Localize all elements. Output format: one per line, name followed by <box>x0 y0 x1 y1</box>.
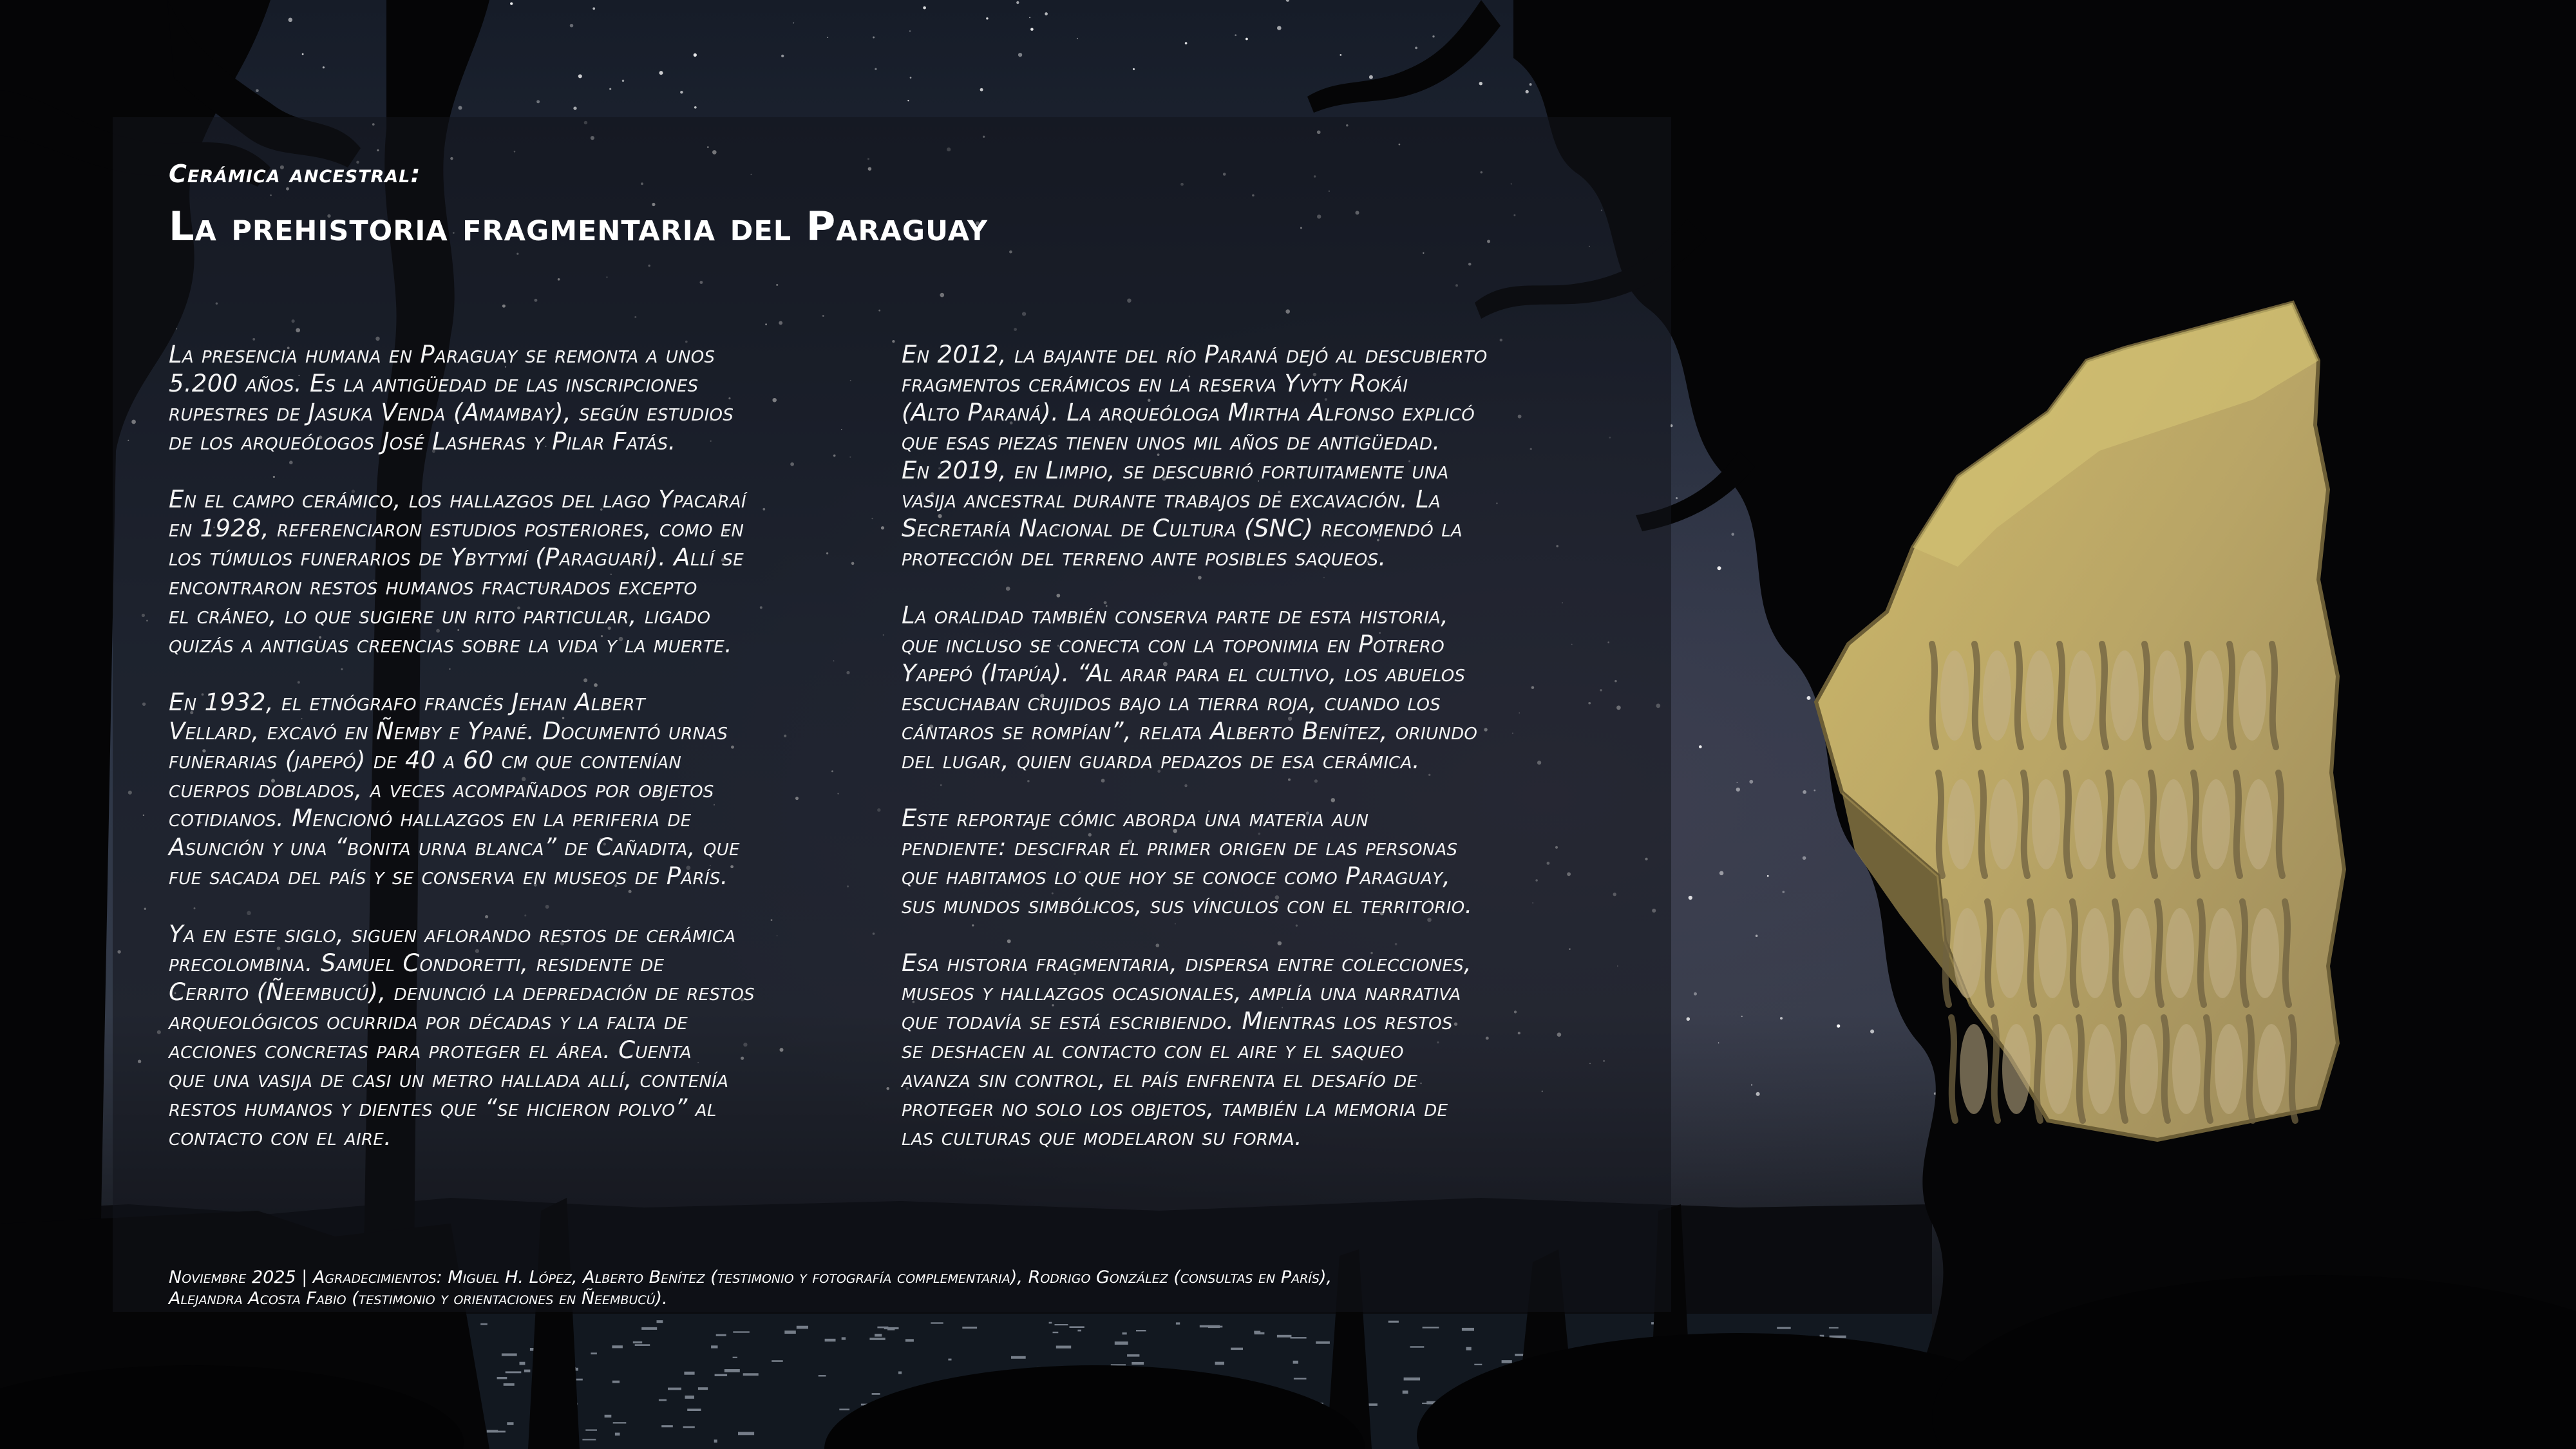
star <box>781 55 784 57</box>
star <box>609 88 611 90</box>
paragraph: La presencia humana en Paraguay se remonta a unos 5.200 años. Es la antigüedad de las inscripciones rupestres de Jasuka Venda (Amambay), según estudios de los arqueólogos José Lasheras y Pilar Fatás. <box>169 341 734 455</box>
shard-impression <box>2087 1024 2116 1114</box>
water-ripple <box>797 1326 808 1329</box>
water-ripple <box>1208 1325 1220 1328</box>
star <box>510 3 513 5</box>
star <box>1030 28 1034 31</box>
water-ripple <box>605 1415 612 1417</box>
water-ripple <box>1410 1346 1425 1347</box>
shard-ridge <box>2115 902 2119 1005</box>
shard-ridge <box>1932 644 1936 747</box>
star <box>980 88 983 91</box>
shard-ridge <box>2036 1018 2040 1121</box>
water-ripple <box>716 1334 726 1336</box>
page-title: La prehistoria fragmentaria del Paraguay <box>169 203 988 250</box>
water-ripple <box>576 1379 583 1381</box>
water-ripple <box>743 1373 759 1376</box>
star <box>323 66 325 68</box>
water-ripple <box>869 1338 885 1340</box>
shard-ridge <box>2236 773 2240 876</box>
shard-impression <box>2068 650 2096 741</box>
left-column <box>169 340 871 1180</box>
shard-ridge <box>2285 902 2289 1005</box>
water-ripple <box>1011 1356 1026 1359</box>
star <box>1340 54 1341 56</box>
star <box>289 18 293 23</box>
star <box>1736 788 1740 791</box>
shard-impression <box>2117 779 2145 869</box>
shard-impression <box>2257 1024 2286 1114</box>
shard-ridge <box>2157 902 2161 1005</box>
water-ripple <box>507 1422 513 1425</box>
water-ripple <box>1423 1327 1439 1329</box>
star <box>1807 696 1811 700</box>
shard-ridge <box>2060 644 2063 747</box>
right-column <box>902 340 1616 1180</box>
star <box>1676 497 1678 499</box>
star <box>622 80 624 82</box>
shard-impression <box>2238 650 2266 741</box>
water-ripple <box>1277 1335 1292 1338</box>
water-ripple <box>480 1323 488 1325</box>
shard-impression <box>2195 650 2224 741</box>
water-ripple <box>842 1337 846 1340</box>
star <box>1736 782 1738 783</box>
water-ripple <box>1049 1322 1052 1324</box>
water-ripple <box>772 1360 783 1362</box>
water-ripple <box>487 1430 498 1432</box>
star <box>1717 566 1721 570</box>
star <box>910 77 912 79</box>
star <box>570 24 573 27</box>
star <box>1415 47 1417 50</box>
water-ripple <box>1055 1324 1068 1325</box>
paragraph: En el campo cerámico, los hallazgos del lago Ypacaraí en 1928, referenciaron estudios posteriores, como en los túmulos funerarios de Ybytymí (Paraguarí). Allí se encontraron restos humanos fracturados excepto el cráneo, lo que sugiere un rito particular, ligado quizás a antiguas creencias sobre la vida y la muerte. <box>169 486 746 658</box>
water-ripple <box>687 1408 701 1411</box>
shard-ridge <box>2272 644 2276 747</box>
water-ripple <box>839 1408 849 1410</box>
shard-ridge <box>2108 773 2112 876</box>
water-ripple <box>733 1357 737 1358</box>
water-ripple <box>711 1345 717 1348</box>
star <box>256 89 259 92</box>
star <box>1751 1084 1752 1086</box>
shard-ridge <box>2066 773 2070 876</box>
star <box>1277 26 1282 30</box>
water-ripple <box>582 1439 596 1441</box>
water-ripple <box>1403 1390 1408 1394</box>
water-ripple <box>1255 1332 1265 1335</box>
star <box>1185 42 1188 44</box>
shard-ridge <box>2121 1018 2125 1121</box>
shard-ridge <box>2017 644 2021 747</box>
star <box>1756 934 1758 937</box>
star <box>1718 1043 1719 1044</box>
water-ripple <box>1829 1327 1839 1329</box>
star <box>1018 53 1022 57</box>
water-ripple <box>898 1372 902 1374</box>
star <box>680 91 683 94</box>
water-ripple <box>506 1371 522 1373</box>
shard-ridge <box>2206 1018 2210 1121</box>
water-ripple <box>1111 1364 1126 1365</box>
shard-impression <box>2110 650 2139 741</box>
water-ripple <box>698 1387 708 1390</box>
shard-ridge <box>2278 773 2282 876</box>
water-ripple <box>633 1341 642 1343</box>
star <box>578 74 582 78</box>
shard-ridge <box>1945 902 1949 1005</box>
water-ripple <box>520 1362 526 1365</box>
water-ripple <box>635 1344 650 1346</box>
shard-impression <box>2244 779 2273 869</box>
paragraph: Ya en este siglo, siguen aflorando restos de cerámica precolombina. Samuel Condoretti, residente de Cerrito (Ñeembucú), denunció la depredación de restos arqueológicos ocurrida por décadas y la falta de acciones concretas para proteger el área. Cuenta que una vasija de casi un metro hallada allí, contenía restos humanos y dientes que “se hicieron polvo” al contacto con el aire. <box>169 920 755 1151</box>
shard-impression <box>2159 779 2188 869</box>
star <box>909 30 911 32</box>
star <box>592 7 595 10</box>
shard-ridge <box>2230 644 2233 747</box>
shard-impression <box>1947 779 1975 869</box>
water-ripple <box>714 1439 717 1443</box>
shard-ridge <box>2102 644 2106 747</box>
water-ripple <box>1777 1327 1791 1329</box>
shard-impression <box>2038 908 2067 998</box>
shard-ridge <box>2242 902 2246 1005</box>
water-ripple <box>1293 1361 1298 1364</box>
shard-ridge <box>2193 773 2197 876</box>
star <box>1756 1092 1760 1096</box>
water-ripple <box>931 1322 943 1323</box>
water-ripple <box>1077 1330 1081 1332</box>
star <box>1803 790 1806 794</box>
shard-impression <box>2202 779 2230 869</box>
water-ripple <box>1388 1321 1399 1323</box>
water-ripple <box>1115 1341 1128 1345</box>
water-ripple <box>668 1388 681 1390</box>
credits-line: Noviembre 2025 | Agradecimientos: Miguel H. López, Alberto Benítez (testimonio y fotografía complementaria), Rodrigo González (consultas en París), Alejandra Acosta Fabio (testimonio y orientaciones en Ñeembucú). <box>169 1267 1332 1309</box>
star <box>659 71 663 75</box>
star <box>1369 75 1373 79</box>
water-ripple <box>524 1370 531 1372</box>
water-ripple <box>1056 1346 1071 1349</box>
water-ripple <box>1294 1378 1307 1380</box>
star <box>1245 38 1248 41</box>
star <box>923 6 926 10</box>
shard-impression <box>2251 908 2279 998</box>
water-ripple <box>613 1422 627 1423</box>
shard-impression <box>2215 1024 2243 1114</box>
shard-impression <box>2045 1024 2073 1114</box>
shard-ridge <box>2079 1018 2083 1121</box>
star <box>1479 82 1482 85</box>
water-ripple <box>1462 1328 1474 1331</box>
star <box>827 37 828 38</box>
water-ripple <box>585 1430 597 1431</box>
shard-impression <box>2002 1024 2031 1114</box>
water-ripple <box>612 1381 620 1383</box>
water-ripple <box>1404 1378 1421 1381</box>
star <box>1530 83 1532 86</box>
water-ripple <box>1231 1348 1243 1350</box>
star <box>1814 790 1815 791</box>
paragraph: En 1932, el etnógrafo francés Jehan Albert Vellard, excavó en Ñemby e Ypané. Documentó urnas funerarias (japepó) de 40 a 60 cm que contenían cuerpos doblados, a veces acompañados por objetos cotidianos. Mencionó hallazgos en la periferia de Asunción y una “bonita urna blanca” de Cañadita, que fue sacada del país y se conserva en museos de París. <box>169 688 740 890</box>
star <box>1741 1016 1743 1017</box>
star <box>1837 1024 1840 1027</box>
water-ripple <box>612 1345 623 1348</box>
star <box>1870 1030 1874 1034</box>
shard-impression <box>1960 1024 1988 1114</box>
star <box>1767 875 1769 877</box>
star <box>1689 896 1692 900</box>
star <box>1694 992 1697 996</box>
shard-impression <box>2123 908 2152 998</box>
water-ripple <box>738 1432 754 1435</box>
star <box>1687 1018 1690 1021</box>
water-ripple <box>715 1374 728 1376</box>
water-ripple <box>724 1369 740 1372</box>
star <box>1731 533 1734 536</box>
shard-impression <box>1940 650 1969 741</box>
water-ripple <box>615 1433 620 1436</box>
star <box>1749 780 1753 784</box>
water-ripple <box>1291 1337 1307 1338</box>
shard-ridge <box>1994 1018 1998 1121</box>
water-ripple <box>1466 1347 1472 1350</box>
star <box>1133 68 1135 70</box>
star <box>1719 871 1724 876</box>
shard-impression <box>1953 908 1982 998</box>
water-ripple <box>962 1327 977 1329</box>
water-ripple <box>1053 1332 1059 1333</box>
water-ripple <box>661 1425 673 1427</box>
paragraph: Esa historia fragmentaria, dispersa entre colecciones, museos y hallazgos ocasionales, amplía una narrativa que todavía se está escribiendo. Mientras los restos se deshacen al contacto con el aire y el saqueo avanza sin control, el país enfrenta el desafío de proteger no solo los objetos, también la memoria de las culturas que modelaron su forma. <box>902 949 1472 1151</box>
water-ripple <box>685 1396 695 1399</box>
water-ripple <box>684 1372 694 1375</box>
water-ripple <box>1122 1332 1127 1334</box>
water-ripple <box>877 1327 888 1329</box>
star <box>1029 17 1030 18</box>
water-ripple <box>1127 1354 1139 1357</box>
water-ripple <box>784 1331 796 1334</box>
shard-impression <box>2074 779 2103 869</box>
shard-impression <box>2032 779 2060 869</box>
star <box>873 37 875 39</box>
shard-ridge <box>2200 902 2204 1005</box>
shard-ridge <box>2145 644 2148 747</box>
star <box>875 68 876 70</box>
star <box>1526 90 1529 93</box>
star <box>1016 1 1019 4</box>
star <box>793 23 794 24</box>
star <box>986 17 988 19</box>
star <box>1077 38 1078 39</box>
shard-ridge <box>2023 773 2027 876</box>
star <box>1045 12 1048 15</box>
water-ripple <box>1215 1362 1224 1365</box>
paragraph: Este reportaje cómic aborda una materia aun pendiente: descifrar el primer origen de las personas que habitamos lo que hoy se conoce como Paraguay, sus mundos simbólicos, sus vínculos con el territorio. <box>902 804 1473 919</box>
water-ripple <box>497 1377 507 1379</box>
water-ripple <box>659 1399 667 1401</box>
shard-impression <box>2025 650 2054 741</box>
water-ripple <box>875 1334 882 1336</box>
star <box>573 106 576 109</box>
water-ripple <box>1176 1322 1180 1324</box>
star <box>1803 857 1806 860</box>
water-ripple <box>825 1339 836 1341</box>
shard-impression <box>2081 908 2109 998</box>
shard-ridge <box>2030 902 2034 1005</box>
shard-ridge <box>1981 773 1985 876</box>
star <box>536 100 540 103</box>
star <box>907 100 909 101</box>
shard-impression <box>2208 908 2237 998</box>
water-ripple <box>1474 1364 1482 1365</box>
shard-impression <box>1989 779 2018 869</box>
shard-ridge <box>1987 902 1991 1005</box>
star <box>1432 35 1434 37</box>
shard-impression <box>2130 1024 2158 1114</box>
shard-impression <box>1983 650 2011 741</box>
star <box>694 106 697 109</box>
shard-impression <box>1996 908 2024 998</box>
shard-ridge <box>1975 644 1978 747</box>
shard-impression <box>2153 650 2181 741</box>
water-ripple <box>1070 1326 1084 1328</box>
shard-ridge <box>2151 773 2155 876</box>
shard-impression <box>2172 1024 2201 1114</box>
water-ripple <box>502 1354 517 1356</box>
shard-ridge <box>2072 902 2076 1005</box>
paragraph: En 2012, la bajante del río Paraná dejó al descubierto fragmentos cerámicos en la reserva Yvyty Rokái (Alto Paraná). La arqueóloga Mirtha Alfonso explicó que esas piezas tienen unos mil años de antigüedad. En 2019, en Limpio, se descubrió fortuitamente una vasija ancestral durante trabajos de excavación. La Secretaría Nacional de Cultura (SNC) recomendó la protección del terreno ante posibles saqueos. <box>902 341 1488 571</box>
star <box>1235 34 1236 36</box>
star <box>458 106 462 109</box>
water-ripple <box>1316 1341 1330 1344</box>
star <box>302 53 304 55</box>
star <box>1782 891 1785 893</box>
star <box>1780 1017 1783 1019</box>
shard-ridge <box>2291 1018 2295 1121</box>
paragraph: La oralidad también conserva parte de esta historia, que incluso se conecta con la toponimia en Potrero Yapepó (Itapúa). “Al arar para el cultivo, los abuelos escuchaban crujidos bajo la tierra roja, cuando los cántaros se rompían”, relata Alberto Benítez, oriundo del lugar, quien guarda pedazos de esa cerámica. <box>902 601 1478 774</box>
shard-ridge <box>2187 644 2191 747</box>
water-ripple <box>1132 1362 1144 1365</box>
water-ripple <box>1136 1330 1146 1331</box>
water-ripple <box>591 1352 597 1354</box>
shard-ridge <box>1938 773 1942 876</box>
water-ripple <box>1200 1325 1209 1328</box>
water-ripple <box>1368 1403 1378 1406</box>
water-ripple <box>872 1393 880 1395</box>
shard-ridge <box>2249 1018 2253 1121</box>
star <box>1699 745 1702 748</box>
water-ripple <box>641 1327 657 1330</box>
water-ripple <box>1502 1360 1512 1363</box>
water-ripple <box>819 1375 826 1376</box>
water-ripple <box>504 1383 515 1386</box>
water-ripple <box>905 1339 914 1341</box>
water-ripple <box>948 1359 951 1361</box>
shard-ridge <box>1951 1018 1955 1121</box>
shard-ridge <box>2164 1018 2168 1121</box>
star <box>694 53 697 57</box>
kicker-heading: Cerámica ancestral: <box>169 160 421 188</box>
water-ripple <box>683 1426 695 1428</box>
water-ripple <box>657 1320 663 1323</box>
water-ripple <box>733 1331 750 1332</box>
shard-impression <box>2166 908 2194 998</box>
